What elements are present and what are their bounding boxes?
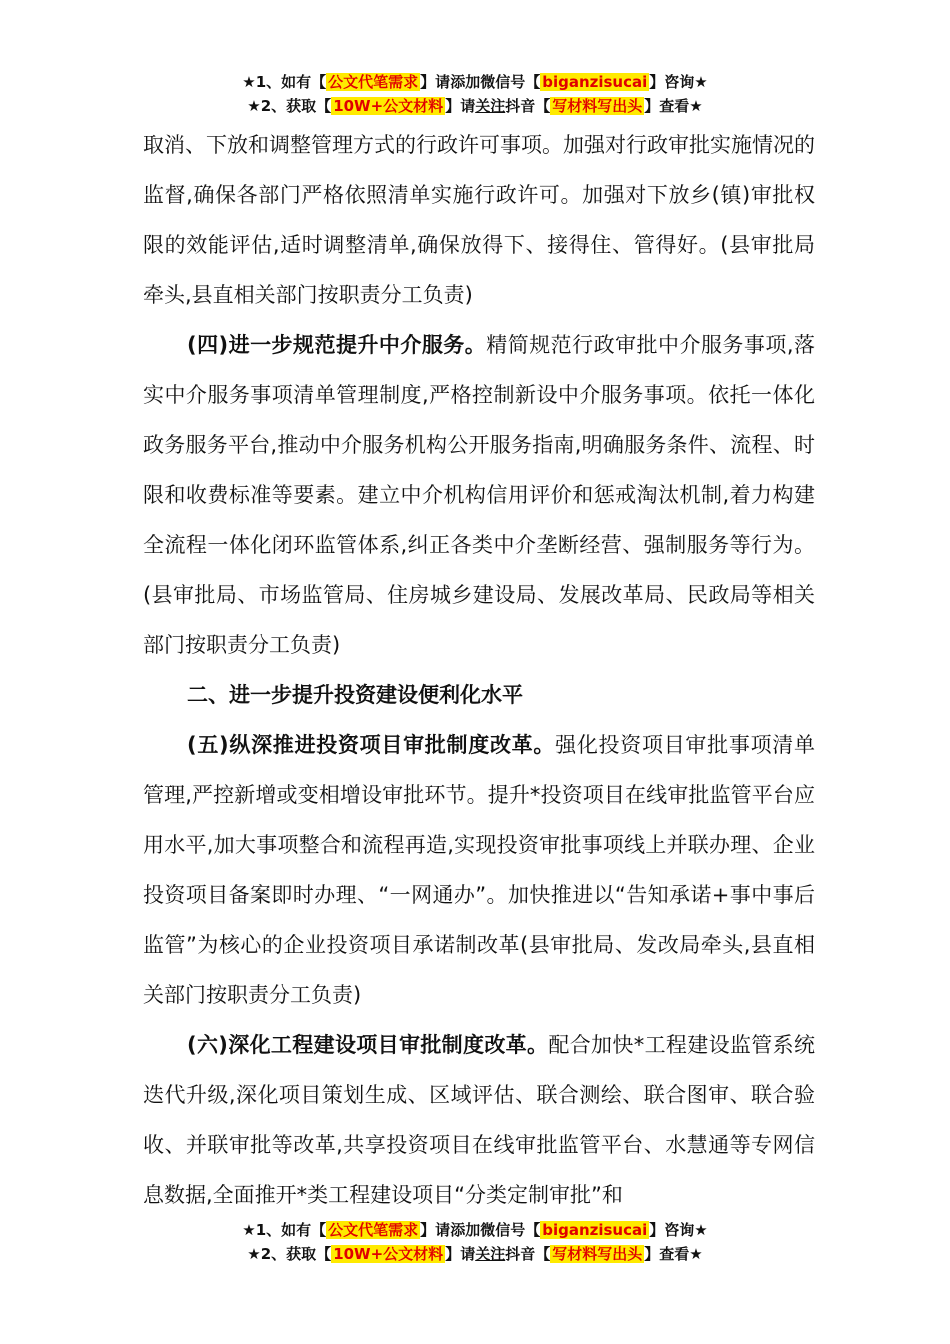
banner-text: 】请 [445,1245,476,1263]
paragraph-1: 取消、下放和调整管理方式的行政许可事项。加强对行政审批实施情况的监督,确保各部门严格依照清单实施行政许可。加强对下放乡(镇)审批权限的效能评估,适时调整清单,确保放得下、接得住、管得好。(县审批局牵头,县直相关部门按职责分工负责) [143,133,815,307]
banner-text: 】请 [420,73,451,91]
banner-text: 抖音【 [505,1245,551,1263]
top-banner [0,70,950,118]
banner-text: 】查看★ [644,97,703,115]
banner-highlight: 公文代笔需求 [328,1221,419,1239]
banner-text: 】咨询★ [649,73,708,91]
paragraph-4 [143,1020,815,1220]
banner-emphasis: 关注 [475,97,506,115]
paragraph-2-title: (四)进一步规范提升中介服务。 [187,333,487,357]
paragraph-3-title: (五)纵深推进投资项目审批制度改革。 [187,733,556,757]
banner-text: 】请 [445,97,476,115]
banner-highlight: 10W+公文材料 [333,97,444,115]
paragraph-4-title: (六)深化工程建设项目审批制度改革。 [187,1033,549,1057]
banner-line-2 [0,1242,950,1266]
banner-text: 微信号【 [480,1221,541,1239]
banner-line-1 [0,1218,950,1242]
banner-emphasis: 添加 [450,73,481,91]
banner-emphasis: 添加 [450,1221,481,1239]
banner-text: 抖音【 [505,97,551,115]
paragraph-4-text: 配合加快*工程建设监管系统迭代升级,深化项目策划生成、区域评估、联合测绘、联合图审、联合验收、并联审批等改革,共享投资项目在线审批监管平台、水慧通等专网信息数据,全面推开*类工程建设项目“分类定制审批”和 [143,1033,815,1207]
banner-text: 】请 [420,1221,451,1239]
banner-text: ★2、获取【 [247,97,332,115]
banner-highlight: 写材料写出头 [552,97,643,115]
paragraph-2 [143,320,815,670]
banner-highlight: biganzisucai [542,1221,648,1239]
banner-text: ★1、如有【 [242,73,327,91]
document-body [143,120,815,1220]
section-heading-2: 二、进一步提升投资建设便利化水平 [187,683,523,707]
banner-line-1 [0,70,950,94]
bottom-banner [0,1218,950,1266]
paragraph-2-text: 精简规范行政审批中介服务事项,落实中介服务事项清单管理制度,严格控制新设中介服务事项。依托一体化政务服务平台,推动中介服务机构公开服务指南,明确服务条件、流程、时限和收费标准等要素。建立中介机构信用评价和惩戒淘汰机制,着力构建全流程一体化闭环监管体系,纠正各类中介垄断经营、强制服务等行为。(县审批局、市场监管局、住房城乡建设局、发展改革局、民政局等相关部门按职责分工负责) [143,333,815,657]
banner-text: ★1、如有【 [242,1221,327,1239]
banner-emphasis: 关注 [475,1245,506,1263]
paragraph-3-text: 强化投资项目审批事项清单管理,严控新增或变相增设审批环节。提升*投资项目在线审批监管平台应用水平,加大事项整合和流程再造,实现投资审批事项线上并联办理、企业投资项目备案即时办理、“一网通办”。加快推进以“告知承诺+事中事后监管”为核心的企业投资项目承诺制改革(县审批局、发改局牵头,县直相关部门按职责分工负责) [143,733,815,1007]
banner-highlight: 10W+公文材料 [333,1245,444,1263]
banner-line-2 [0,94,950,118]
banner-text: 微信号【 [480,73,541,91]
paragraph-3 [143,720,815,1020]
banner-highlight: biganzisucai [542,73,648,91]
banner-text: 】查看★ [644,1245,703,1263]
banner-text: ★2、获取【 [247,1245,332,1263]
banner-highlight: 公文代笔需求 [328,73,419,91]
banner-highlight: 写材料写出头 [552,1245,643,1263]
banner-text: 】咨询★ [649,1221,708,1239]
